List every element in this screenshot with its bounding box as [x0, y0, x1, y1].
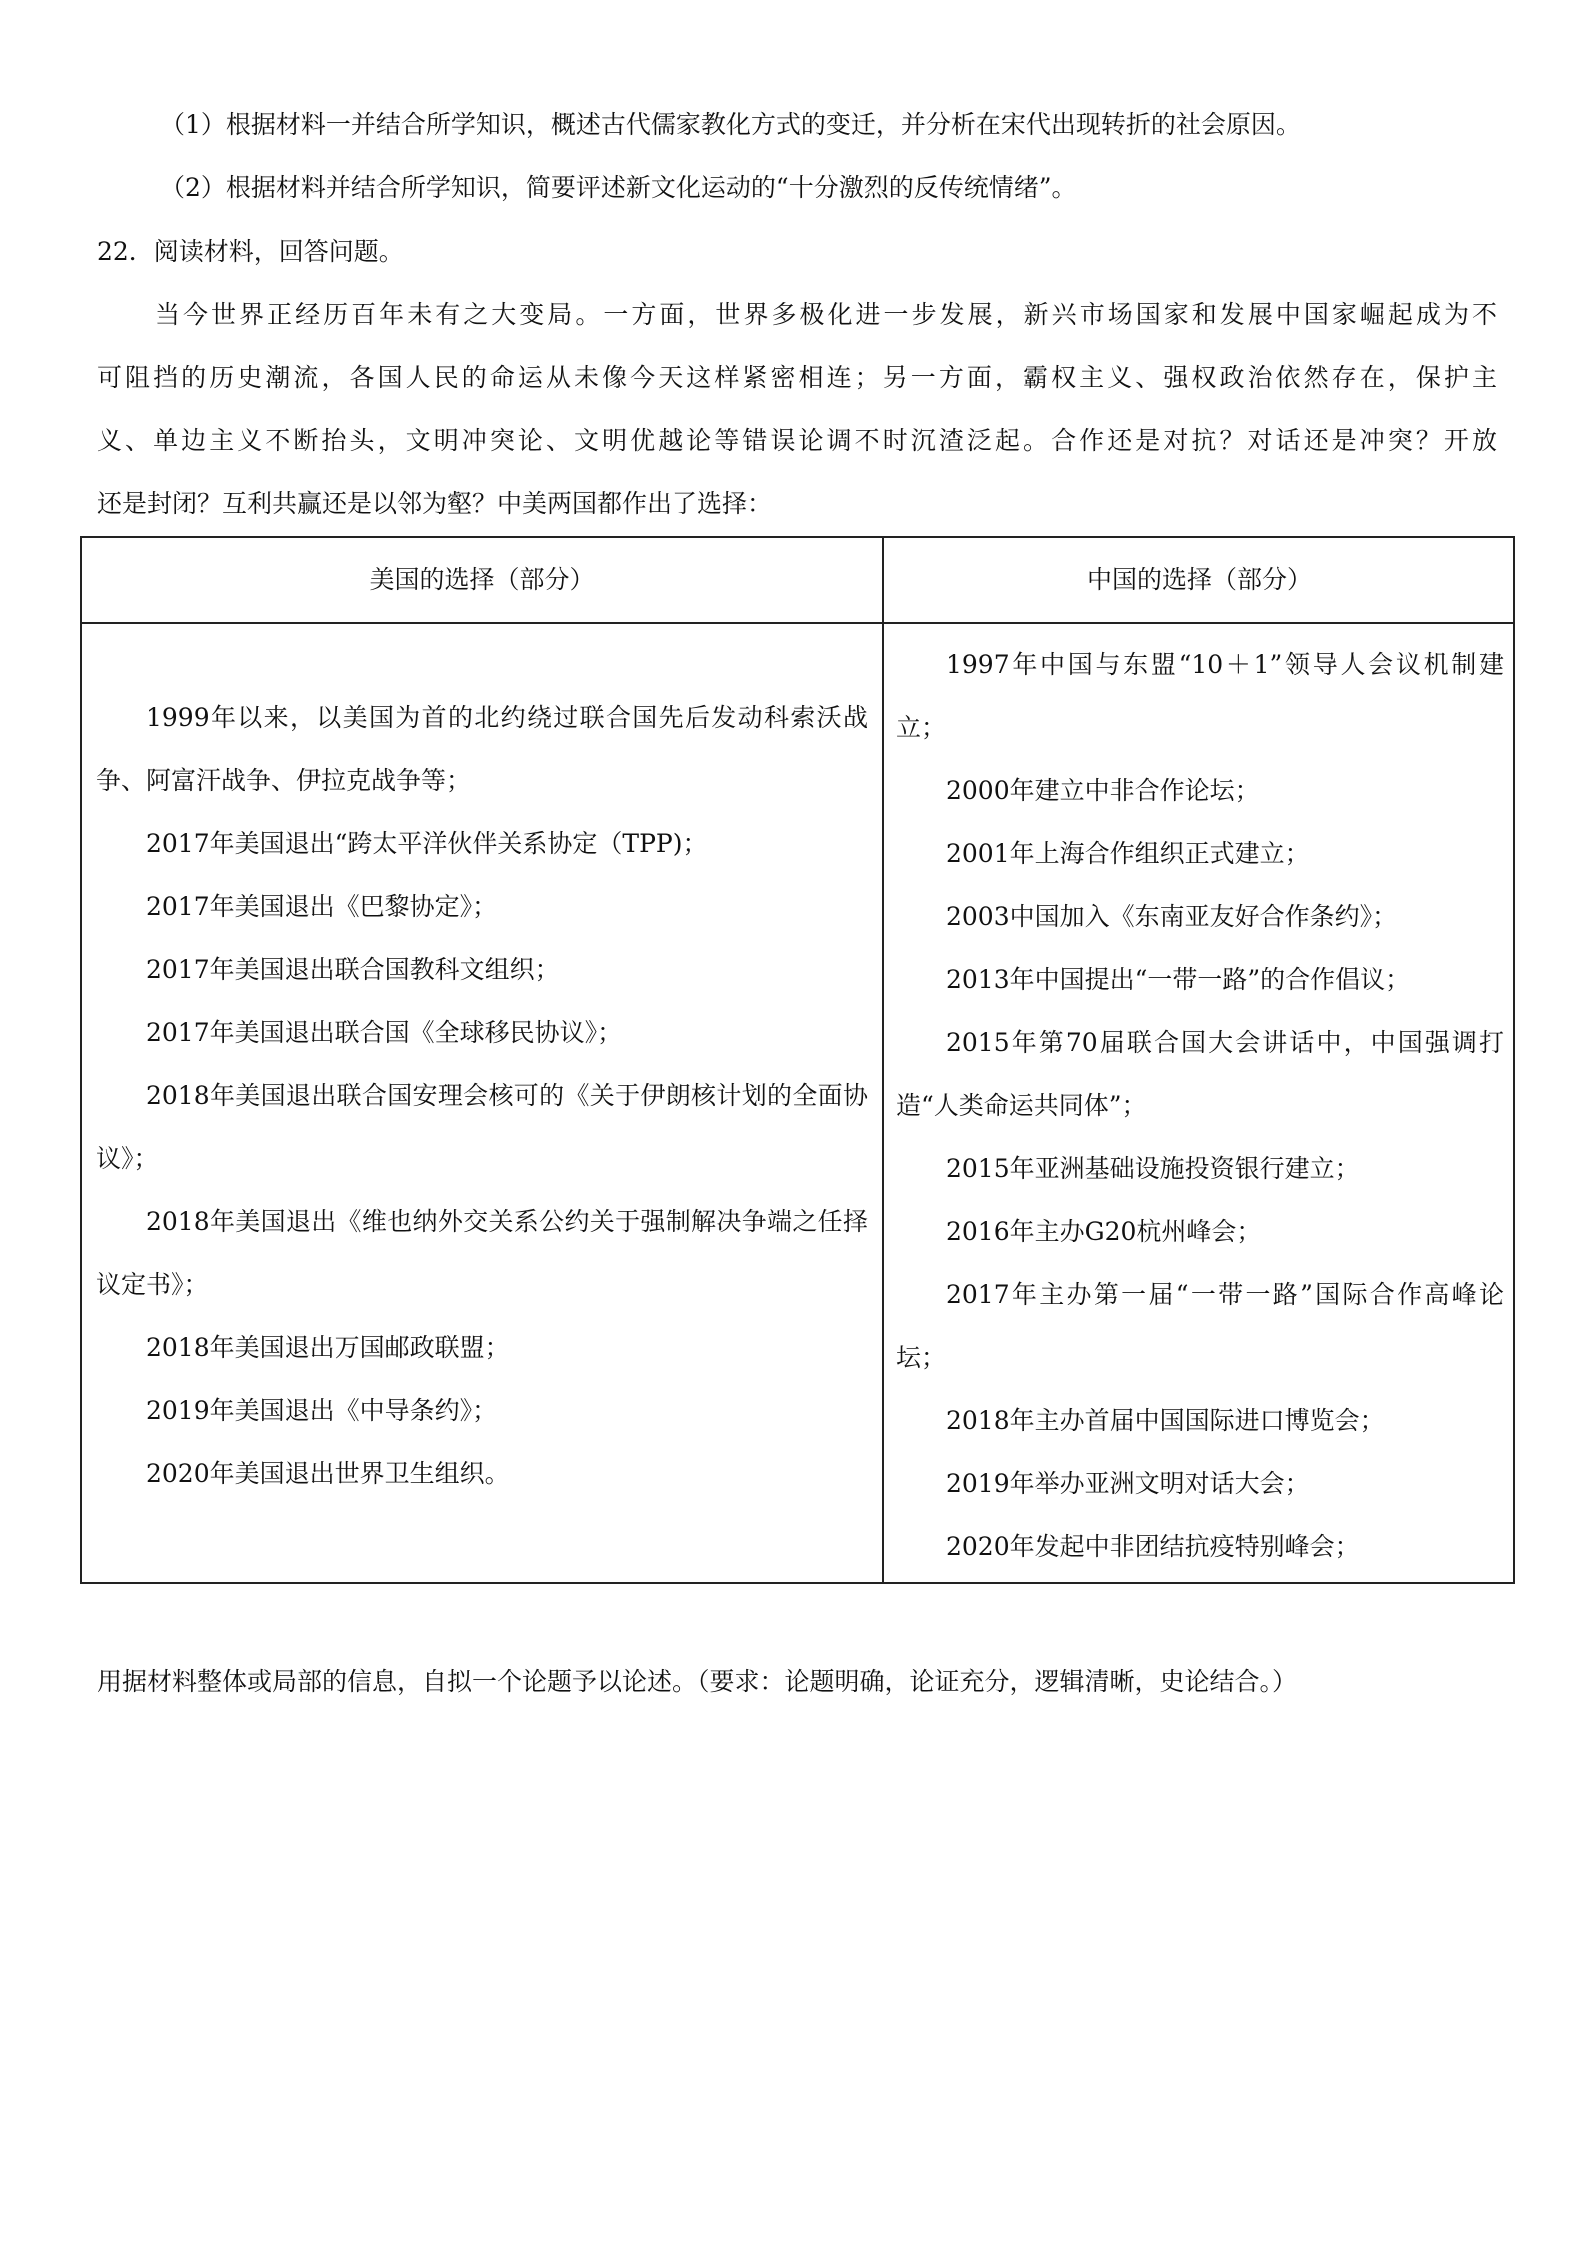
question-1-text: （1）根据材料一并结合所学知识，概述古代儒家教化方式的变迁，并分析在宋代出现转折的社会原因。 — [160, 110, 1301, 139]
cn-choice-item: 2019年举办亚洲文明对话大会； — [946, 1469, 1310, 1498]
material-paragraph-line: 可阻挡的历史潮流，各国人民的命运从未像今天这样紧密相连；另一方面，霸权主义、强权政治依然存在，保护主 — [97, 363, 1497, 392]
cn-choice-item: 2015年第70届联合国大会讲话中，中国强调打造“人类命运共同体”； — [896, 1028, 1504, 1120]
material-paragraph-line: 还是封闭？互利共赢还是以邻为壑？中美两国都作出了选择： — [97, 489, 773, 518]
us-choice-item: 2018年美国退出联合国安理会核可的《关于伊朗核计划的全面协议》； — [96, 1081, 868, 1173]
cn-choice-item: 2016年主办G20杭州峰会； — [946, 1217, 1262, 1246]
us-choice-item: 2020年美国退出世界卫生组织。 — [146, 1459, 510, 1488]
cn-choice-item: 1997年中国与东盟“10＋1”领导人会议机制建立； — [896, 650, 1504, 742]
table-column-divider — [882, 538, 884, 1582]
choices-table — [80, 536, 1515, 1584]
cn-choice-item: 2013年中国提出“一带一路”的合作倡议； — [946, 965, 1411, 994]
us-choice-item: 2018年美国退出《维也纳外交关系公约关于强制解决争端之任择议定书》； — [96, 1207, 868, 1299]
cn-choice-item: 2020年发起中非团结抗疫特别峰会； — [946, 1532, 1360, 1561]
us-choices-cell — [96, 686, 868, 1505]
us-choice-item: 1999年以来，以美国为首的北约绕过联合国先后发动科索沃战争、阿富汗战争、伊拉克战争等； — [96, 703, 868, 795]
us-choice-item: 2017年美国退出联合国《全球移民协议》； — [146, 1018, 623, 1047]
cn-choice-item: 2015年亚洲基础设施投资银行建立； — [946, 1154, 1360, 1183]
cn-choice-item: 2018年主办首届中国国际进口博览会； — [946, 1406, 1385, 1435]
question-2-text: （2）根据材料并结合所学知识，简要评述新文化运动的“十分激烈的反传统情绪”。 — [160, 173, 1077, 202]
cn-choice-item: 2017年主办第一届“一带一路”国际合作高峰论坛； — [896, 1280, 1504, 1372]
table-header-divider — [82, 622, 1513, 624]
table-header-cn: 中国的选择（部分） — [1086, 565, 1312, 594]
cn-choice-item: 2000年建立中非合作论坛； — [946, 776, 1260, 805]
table-header-us: 美国的选择（部分） — [369, 565, 595, 594]
essay-prompt: 用据材料整体或局部的信息，自拟一个论题予以论述。（要求：论题明确，论证充分，逻辑清晰，史论结合。） — [97, 1667, 1298, 1696]
cn-choice-item: 2001年上海合作组织正式建立； — [946, 839, 1310, 868]
material-paragraph-line: 义、单边主义不断抬头，文明冲突论、文明优越论等错误论调不时沉渣泛起。合作还是对抗？对话还是冲突？开放 — [97, 426, 1497, 455]
question-22-heading: 22．阅读材料，回答问题。 — [97, 237, 404, 266]
cn-choices-cell — [896, 633, 1504, 1578]
us-choice-item: 2017年美国退出“跨太平洋伙伴关系协定（TPP)； — [146, 829, 708, 858]
us-choice-item: 2018年美国退出万国邮政联盟； — [146, 1333, 510, 1362]
cn-choice-item: 2003中国加入《东南亚友好合作条约》； — [946, 902, 1398, 931]
us-choice-item: 2019年美国退出《中导条约》； — [146, 1396, 498, 1425]
material-paragraph-line: 当今世界正经历百年未有之大变局。一方面，世界多极化进一步发展，新兴市场国家和发展中国家崛起成为不 — [155, 300, 1497, 329]
us-choice-item: 2017年美国退出联合国教科文组织； — [146, 955, 560, 984]
us-choice-item: 2017年美国退出《巴黎协定》； — [146, 892, 498, 921]
